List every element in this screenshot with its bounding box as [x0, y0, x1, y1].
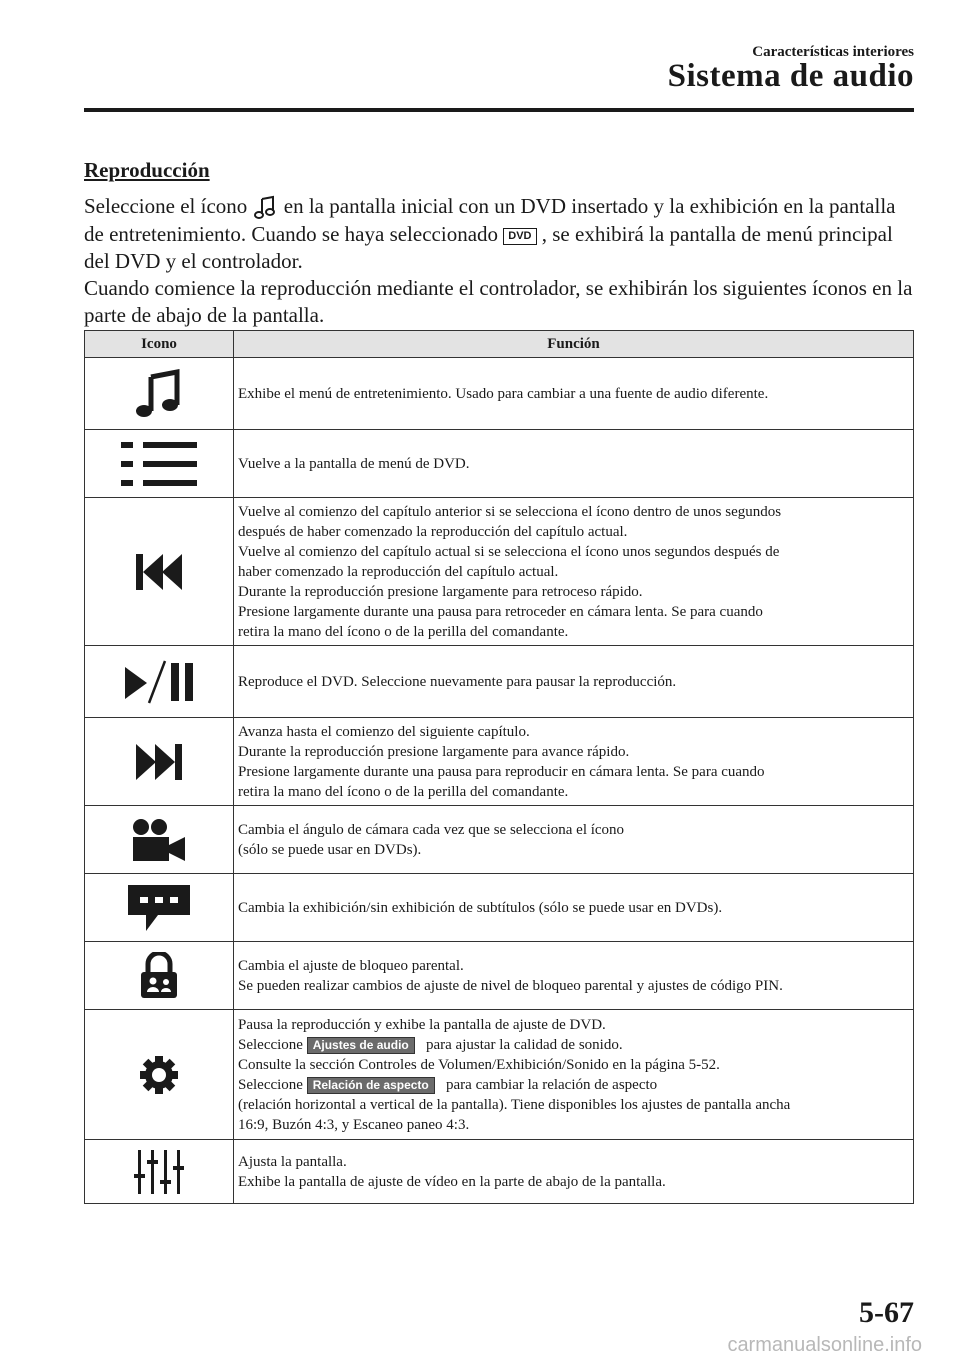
function-text: Durante la reproducción presione largamente para retroceso rápido.	[238, 583, 643, 600]
function-text: haber comenzado la reproducción del capítulo actual.	[238, 563, 559, 580]
music-note-icon	[133, 369, 185, 419]
function-text: Cambia el ángulo de cámara cada vez que se selecciona el ícono	[238, 821, 625, 838]
seleccione-text: Seleccione	[238, 1076, 303, 1093]
function-text	[238, 1035, 909, 1055]
audio-settings-button: Ajustes de audio	[307, 1037, 415, 1054]
sliders-icon	[134, 1148, 184, 1196]
intro-text-b: en la pantalla inicial con un DVD insertado y la exhibición en la pantalla de entretenimiento. Cuando se haya seleccionado	[84, 194, 896, 247]
function-text	[238, 1075, 909, 1095]
function-text: Exhibe el menú de entretenimiento. Usado para cambiar a una fuente de audio diferente.	[238, 385, 769, 402]
icon-function-table	[84, 330, 914, 1204]
play-pause-icon	[123, 659, 195, 705]
function-text: Reproduce el DVD. Seleccione nuevamente para pausar la reproducción.	[238, 673, 677, 690]
dvd-button-badge: DVD	[503, 228, 536, 245]
skip-previous-icon	[134, 552, 184, 592]
function-text: (relación horizontal a vertical de la pantalla). Tiene disponibles los ajustes de pantalla ancha	[238, 1096, 791, 1113]
function-text: Pausa la reproducción y exhibe la pantalla de ajuste de DVD.	[238, 1016, 606, 1033]
skip-next-icon	[134, 742, 184, 782]
intro-paragraph-1	[84, 193, 914, 275]
function-text: retira la mano del ícono o de la perilla del comandante.	[238, 783, 569, 800]
function-text: Vuelve a la pantalla de menú de DVD.	[238, 455, 470, 472]
table-row	[85, 806, 914, 874]
function-text: retira la mano del ícono o de la perilla del comandante.	[238, 623, 569, 640]
watermark: carmanualsonline.info	[727, 1334, 922, 1356]
gear-icon	[139, 1055, 179, 1095]
table-row	[85, 358, 914, 430]
camera-angle-icon	[131, 817, 187, 863]
table-row	[85, 718, 914, 806]
function-text: Vuelve al comienzo del capítulo actual si se selecciona el ícono unos segundos después de	[238, 543, 780, 560]
function-text: Presione largamente durante una pausa para retroceder en cámara lenta. Se para cuando	[238, 603, 763, 620]
intro-text-c: , se exhibirá la pantalla de menú principal del DVD y el controlador.	[84, 222, 893, 274]
table-row	[85, 646, 914, 718]
function-text: Ajusta la pantalla.	[238, 1153, 347, 1170]
intro-paragraph-2: Cuando comience la reproducción mediante el controlador, se exhibirán los siguientes íconos en la parte de abajo de la pantalla.	[84, 276, 913, 328]
function-text: Cambia la exhibición/sin exhibición de subtítulos (sólo se puede usar en DVDs).	[238, 899, 723, 916]
table-row	[85, 498, 914, 646]
function-text: 16:9, Buzón 4:3, y Escaneo paneo 4:3.	[238, 1116, 470, 1133]
seleccione-text: Seleccione	[238, 1036, 303, 1053]
aspect-desc-text: para cambiar la relación de aspecto	[446, 1076, 658, 1093]
audio-desc-text: para ajustar la calidad de sonido.	[426, 1036, 623, 1053]
header-function: Función	[234, 331, 914, 358]
chapter-title: Sistema de audio	[667, 58, 914, 94]
intro-text-a: Seleccione el ícono	[84, 194, 248, 218]
function-text: Avanza hasta el comienzo del siguiente capítulo.	[238, 723, 530, 740]
header-icon: Icono	[85, 331, 234, 358]
aspect-ratio-button: Relación de aspecto	[307, 1077, 435, 1094]
function-text: Exhibe la pantalla de ajuste de vídeo en la parte de abajo de la pantalla.	[238, 1173, 666, 1190]
function-text: Cambia el ajuste de bloqueo parental.	[238, 957, 464, 974]
function-text: Consulte la sección Controles de Volumen/Exhibición/Sonido en la página 5-52.	[238, 1056, 720, 1073]
chapter-subtitle: Características interiores	[752, 44, 914, 60]
page-number: 5-67	[859, 1296, 914, 1329]
header-divider	[84, 108, 914, 112]
table-row	[85, 1140, 914, 1204]
table-row	[85, 1010, 914, 1140]
function-text: Se pueden realizar cambios de ajuste de nivel de bloqueo parental y ajustes de código PIN.	[238, 977, 783, 994]
function-text: Durante la reproducción presione largamente para avance rápido.	[238, 743, 630, 760]
intro-text	[84, 193, 914, 329]
music-note-icon	[253, 195, 279, 221]
table-row	[85, 874, 914, 942]
function-text: después de haber comenzado la reproducción del capítulo actual.	[238, 523, 628, 540]
section-title: Reproducción	[84, 158, 210, 182]
table-row	[85, 430, 914, 498]
parental-lock-icon	[139, 952, 179, 1000]
function-text: (sólo se puede usar en DVDs).	[238, 841, 422, 858]
list-menu-icon	[119, 440, 199, 488]
table-row	[85, 942, 914, 1010]
function-text: Vuelve al comienzo del capítulo anterior si se selecciona el ícono dentro de unos segundos	[238, 503, 782, 520]
function-text: Presione largamente durante una pausa para reproducir en cámara lenta. Se para cuando	[238, 763, 765, 780]
subtitle-icon	[126, 883, 192, 933]
